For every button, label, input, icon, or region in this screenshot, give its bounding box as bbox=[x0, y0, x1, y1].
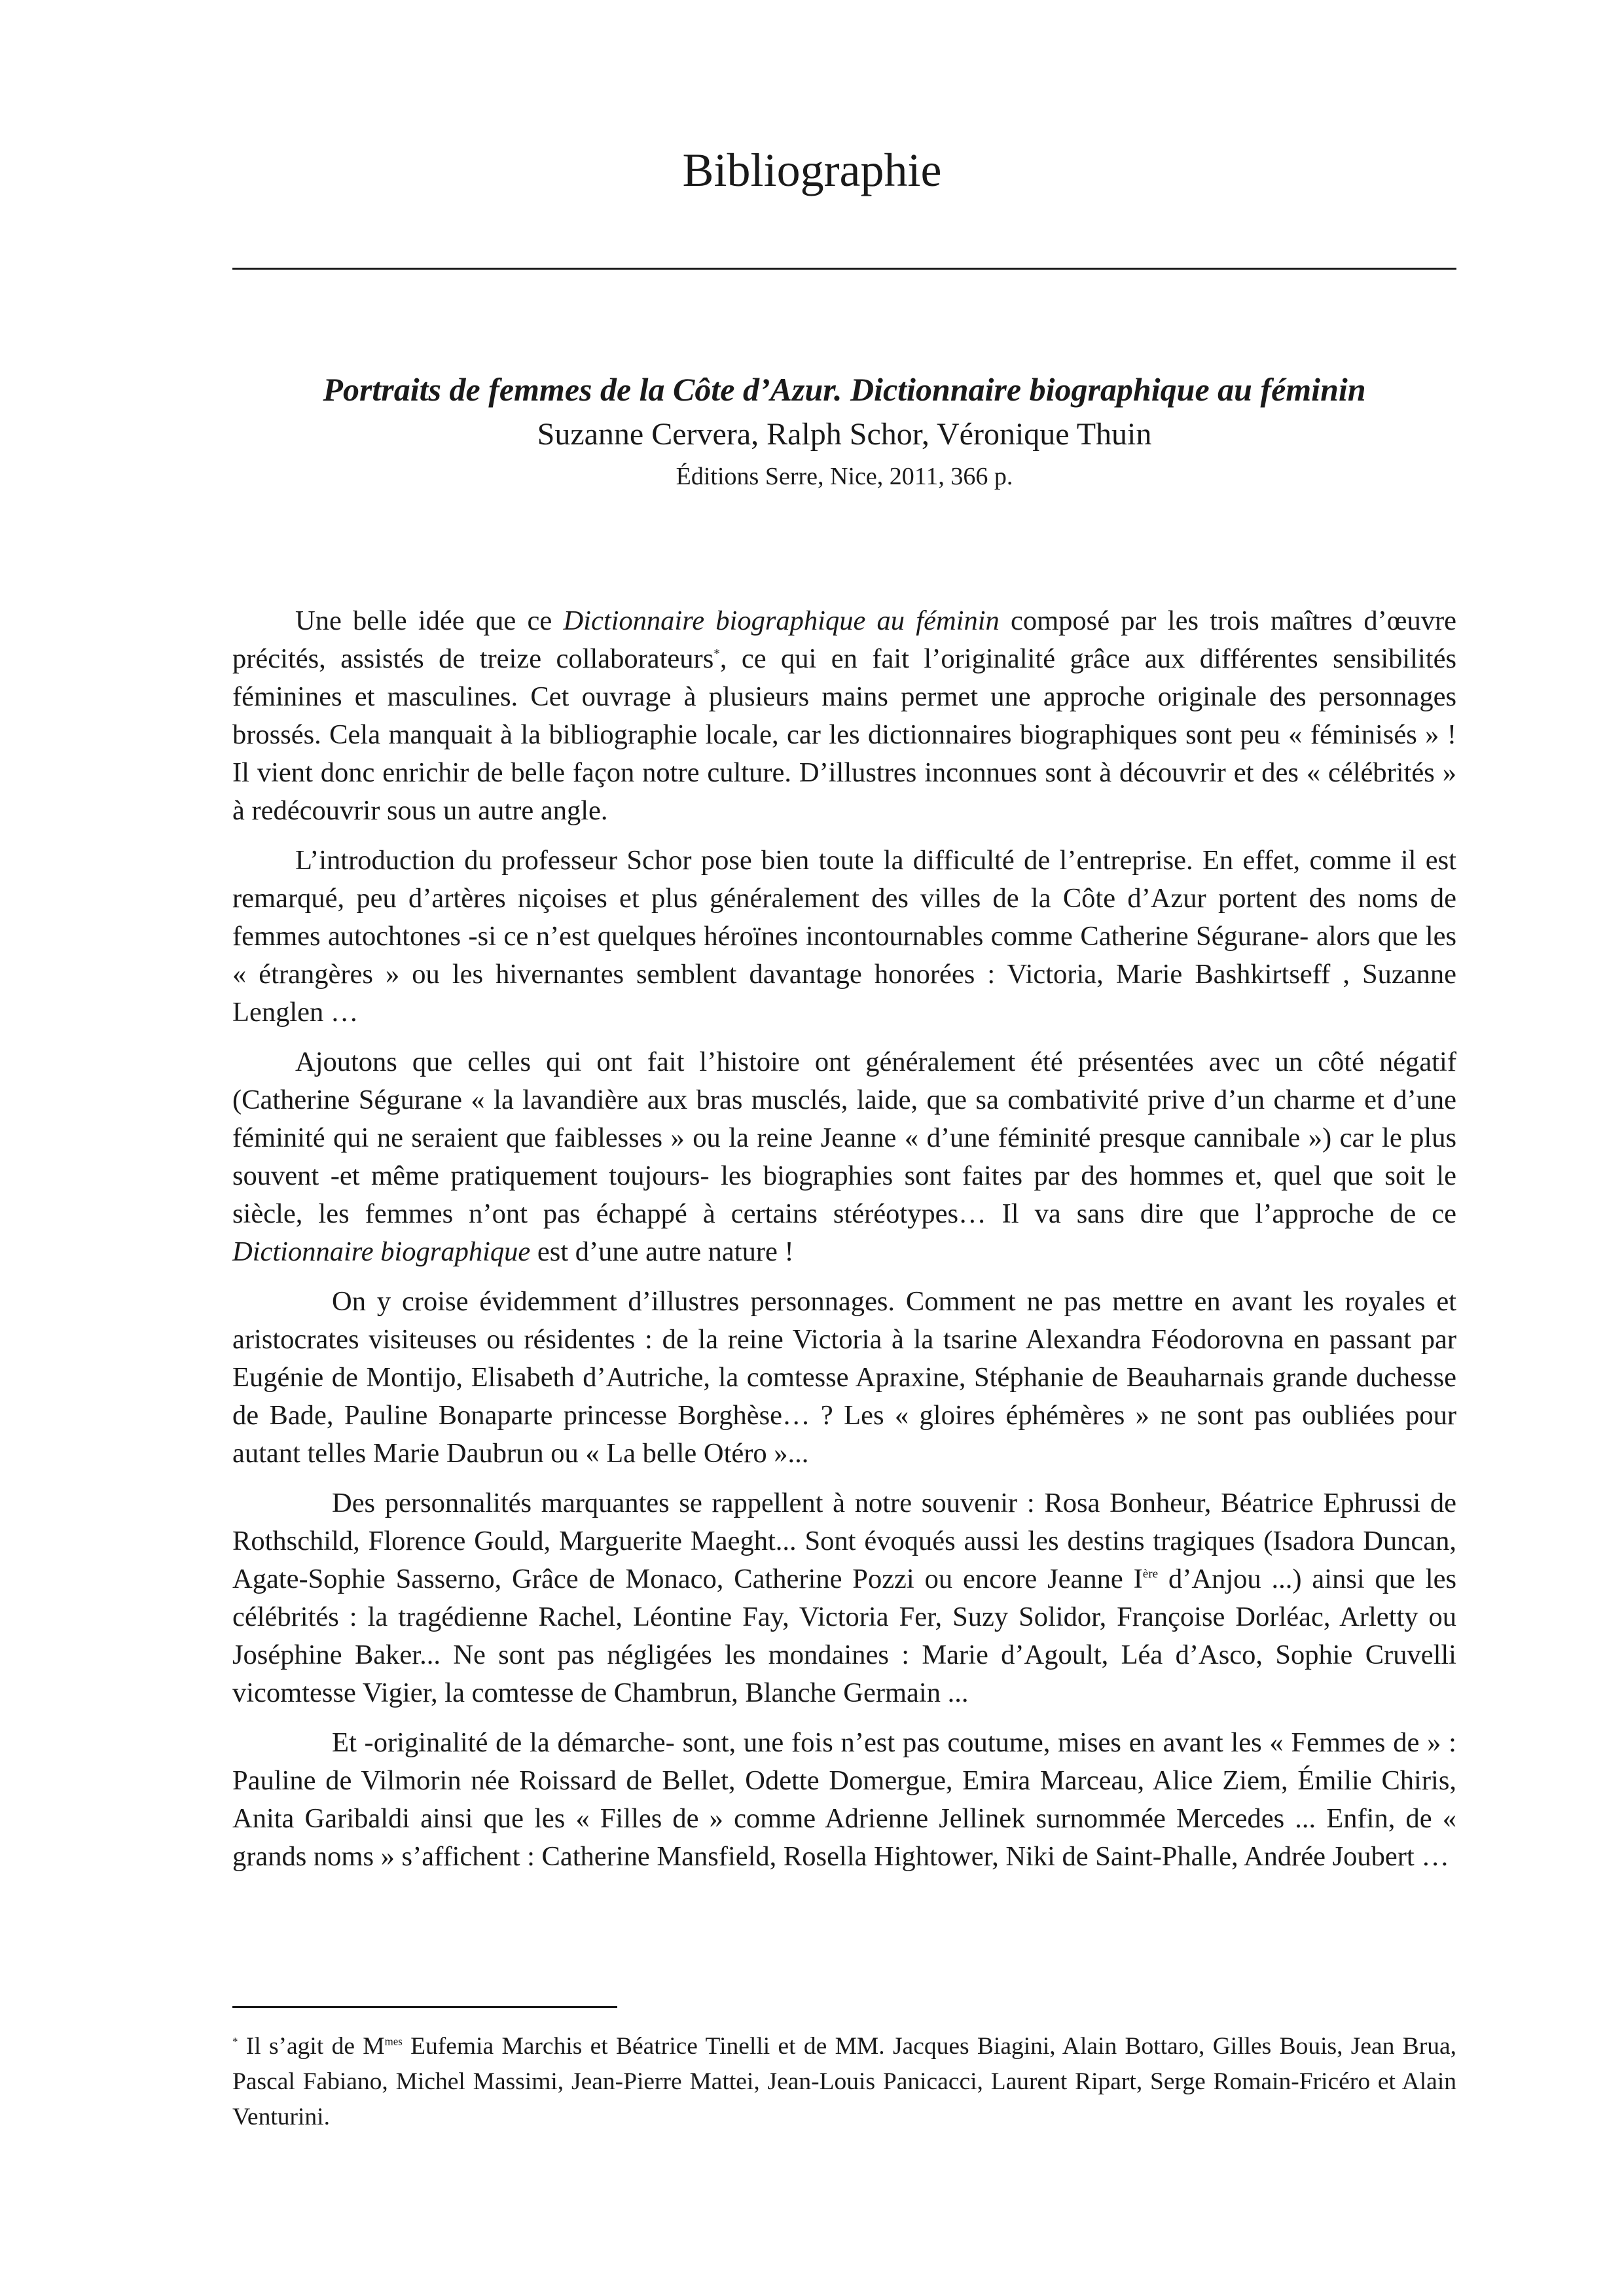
paragraph-6: Et -originalité de la démarche- sont, une fois n’est pas coutume, mises en avant les « Femmes de » : Pauline de Vilmorin née Roissard de Bellet, Odette Domergue, Emira Marceau, Alice Ziem, Émilie Chiris, Anita Garibaldi ainsi que les « Filles de » comme Adrienne Jellinek surnommée Mercedes ... Enfin, de « grands noms » s’affichent : Catherine Mansfield, Rosella Hightower, Niki de Saint-Phalle, Andrée Joubert … bbox=[232, 1727, 1456, 1872]
paragraph-3-text-a: Ajoutons que celles qui ont fait l’histoire ont généralement été présentées avec un côté négatif (Catherine Ségurane « la lavandière aux bras musclés, laide, que sa combativité prive d’un charme et d’une féminité qui ne seraient que faiblesses » ou la reine Jeanne « d’une féminité presque cannibale ») car le plus souvent -et même pratiquement toujours- les biographies sont faites par des hommes et, quel que soit le siècle, les femmes n’ont pas échappé à certains stéréotypes… Il va sans dire que l’approche de ce bbox=[232, 1047, 1456, 1229]
footnote-mark: * bbox=[232, 2035, 238, 2048]
paragraph-1-text-a: Une belle idée que ce bbox=[295, 605, 564, 636]
review-body bbox=[232, 602, 1456, 1888]
paragraph-5-text-b: d’Anjou ...) ainsi que les célébrités : la tragédienne Rachel, Léontine Fay, Victoria Fer, Suzy Solidor, Françoise Dorléac, Arletty ou Joséphine Baker... Ne sont pas négligées les mondaines : Marie d’Agoult, Léa d’Asco, Sophie Cruvelli vicomtesse Vigier, la comtesse de Chambrun, Blanche Germain ... bbox=[232, 1564, 1456, 1708]
footnote-text-b: Eufemia Marchis et Béatrice Tinelli et de MM. Jacques Biagini, Alain Bottaro, Gilles Bouis, Jean Brua, Pascal Fabiano, Michel Massimi, Jean-Pierre Mattei, Jean-Louis Panicacci, Laurent Ripart, Serge Romain-Fricéro et Alain Venturini. bbox=[232, 2033, 1457, 2130]
book-title: Portraits de femmes de la Côte d’Azur. Dictionnaire biographique au féminin bbox=[323, 371, 1366, 408]
paragraph-1-text-d: , ce qui en fait l’originalité grâce aux différentes sensibilités féminines et masculines. Cet ouvrage à plusieurs mains permet une approche originale des personnages brossés. Cela manquait à la bibliographie locale, car les dictionnaires biographiques sont peu « féminisés » ! Il vient donc enrichir de belle façon notre culture. D’illustres inconnues sont à découvrir et des « célébrités » à redécouvrir sous un autre angle. bbox=[232, 643, 1457, 826]
footnote-reference: * bbox=[713, 647, 720, 661]
footnote-superscript: mes bbox=[384, 2035, 403, 2048]
paragraph-1-text-c: composé par les trois maîtres d’œuvre précités, assistés de treize collaborateurs bbox=[232, 605, 1456, 674]
book-publisher: Éditions Serre, Nice, 2011, 366 p. bbox=[676, 463, 1013, 490]
paragraph-1-italic-title: Dictionnaire biographique au féminin bbox=[563, 605, 1000, 636]
paragraph-3-italic-title: Dictionnaire biographique bbox=[232, 1236, 531, 1267]
paragraph-3 bbox=[232, 1043, 1456, 1271]
paragraph-2: L’introduction du professeur Schor pose bien toute la difficulté de l’entreprise. En effet, comme il est remarqué, peu d’artères niçoises et plus généralement des villes de la Côte d’Azur portent des noms de femmes autochtones -si ce n’est quelques héroïnes incontournables comme Catherine Ségurane- alors que les « étrangères » ou les hivernantes semblent davantage honorées : Victoria, Marie Bashkirtseff , Suzanne Lenglen … bbox=[232, 845, 1456, 1028]
paragraph-5-superscript: ère bbox=[1142, 1567, 1159, 1581]
footnote-text-a: Il s’agit de M bbox=[238, 2033, 385, 2060]
paragraph-5 bbox=[232, 1484, 1456, 1712]
header-divider bbox=[232, 268, 1456, 270]
paragraph-4: On y croise évidemment d’illustres personnages. Comment ne pas mettre en avant les royales et aristocrates visiteuses ou résidentes : de la reine Victoria à la tsarine Alexandra Féodorovna en passant par Eugénie de Montijo, Elisabeth d’Autriche, la comtesse Apraxine, Stéphanie de Beauharnais grande duchesse de Bade, Pauline Bonaparte princesse Borghèse… ? Les « gloires éphémères » ne sont pas oubliées pour autant telles Marie Daubrun ou « La belle Otéro »... bbox=[232, 1286, 1456, 1469]
footnote-divider bbox=[232, 2006, 617, 2008]
footnote bbox=[232, 2029, 1456, 2135]
page-title: Bibliographie bbox=[682, 144, 942, 196]
paragraph-5-text-a: Des personnalités marquantes se rappellent à notre souvenir : Rosa Bonheur, Béatrice Ephrussi de Rothschild, Florence Gould, Marguerite Maeght... Sont évoqués aussi les destins tragiques (Isadora Duncan, Agate-Sophie Sasserno, Grâce de Monaco, Catherine Pozzi ou encore Jeanne I bbox=[232, 1488, 1456, 1594]
paragraph-3-text-c: est d’une autre nature ! bbox=[530, 1236, 794, 1267]
book-reference bbox=[232, 367, 1456, 496]
paragraph-1 bbox=[232, 602, 1456, 830]
book-authors: Suzanne Cervera, Ralph Schor, Véronique Thuin bbox=[537, 417, 1152, 452]
